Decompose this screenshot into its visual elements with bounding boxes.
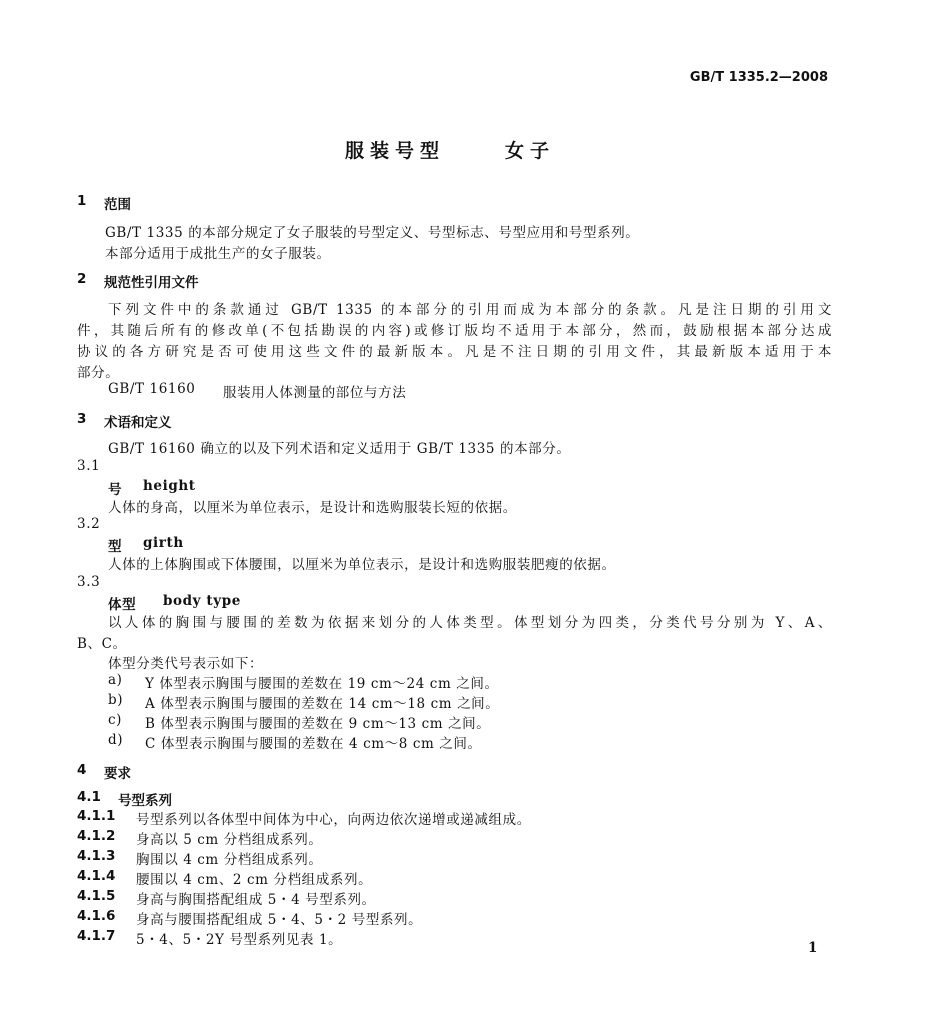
body-type-list-intro: 体型分类代号表示如下： [108,656,264,672]
clause-text: 身高与腰围搭配组成 5・4、5・2 号型系列。 [136,912,423,928]
clause-text: 胸围以 4 cm 分档组成系列。 [136,852,323,868]
term-3-1-number: 3.1 [77,458,101,474]
list-item-text: B 体型表示胸围与腰围的差数在 9 cm～13 cm 之间。 [145,716,491,732]
section-2-line-2: 件，其随后所有的修改单(不包括勘误的内容)或修订版均不适用于本部分，然而，鼓励根据本部分达成 [77,323,832,339]
section-2-line-1: 下列文件中的条款通过 GB/T 1335 的本部分的引用而成为本部分的条款。凡是注日期的引用文 [108,302,832,318]
section-2-line-3: 协议的各方研究是否可使用这些文件的最新版本。凡是不注日期的引用文件，其最新版本适用于本 [77,344,832,360]
section-1-para-2: 本部分适用于成批生产的女子服装。 [105,246,331,262]
clause-text: 身高以 5 cm 分档组成系列。 [136,832,323,848]
list-item-text: C 体型表示胸围与腰围的差数在 4 cm～8 cm 之间。 [145,736,482,752]
section-4-number: 4 [77,762,87,778]
section-1-heading: 范围 [104,197,131,213]
list-item-label: d) [108,732,124,748]
section-3-number: 3 [77,411,87,427]
page-subtitle: 女子 [505,140,556,162]
clause-number: 4.1.4 [77,868,116,884]
clause-number: 4.1.1 [77,808,116,824]
page-number: 1 [808,940,818,956]
clause-text: 号型系列以各体型中间体为中心，向两边依次递增或递减组成。 [136,812,531,828]
page-title: 服装号型 [345,140,446,162]
term-3-3-definition-line-1: 以人体的胸围与腰围的差数为依据来划分的人体类型。体型划分为四类，分类代号分别为 Y、A、 [108,615,832,631]
term-3-3-cn: 体型 [108,597,137,613]
clause-number: 4.1.3 [77,848,116,864]
list-item-label: c) [108,712,123,728]
clause-text: 5・4、5・2Y 号型系列见表 1。 [136,932,343,948]
section-1-number: 1 [77,193,87,209]
term-3-1-en: height [143,478,196,494]
term-3-3-number: 3.3 [77,574,101,590]
list-item-label: b) [108,692,124,708]
clause-number: 4.1.6 [77,908,116,924]
clause-number: 4.1.2 [77,828,116,844]
term-3-1-cn: 号 [108,482,123,498]
term-3-2-en: girth [143,535,184,551]
reference-code: GB/T 16160 [108,381,196,397]
standard-number: GB/T 1335.2—2008 [689,70,828,85]
section-4-heading: 要求 [104,766,131,782]
term-3-2-cn: 型 [108,539,123,555]
term-3-3-en: body type [163,593,241,609]
section-2-number: 2 [77,271,87,287]
clause-number: 4.1.5 [77,888,116,904]
list-item-text: Y 体型表示胸围与腰围的差数在 19 cm～24 cm 之间。 [145,676,499,692]
subsection-4-1-heading: 号型系列 [118,793,172,809]
term-3-3-definition-line-2: B、C。 [77,636,127,652]
reference-title: 服装用人体测量的部位与方法 [223,385,407,401]
clause-text: 腰围以 4 cm、2 cm 分档组成系列。 [136,872,373,888]
clause-text: 身高与胸围搭配组成 5・4 号型系列。 [136,892,376,908]
term-3-2-definition: 人体的上体胸围或下体腰围，以厘米为单位表示，是设计和选购服装肥瘦的依据。 [108,557,616,573]
section-1-para-1: GB/T 1335 的本部分规定了女子服装的号型定义、号型标志、号型应用和号型系列。 [105,225,640,241]
term-3-1-definition: 人体的身高，以厘米为单位表示，是设计和选购服装长短的依据。 [108,500,517,516]
section-3-intro: GB/T 16160 确立的以及下列术语和定义适用于 GB/T 1335 的本部分。 [108,441,571,457]
section-3-heading: 术语和定义 [104,415,172,431]
list-item-text: A 体型表示胸围与腰围的差数在 14 cm～18 cm 之间。 [145,696,500,712]
subsection-4-1-number: 4.1 [77,789,101,805]
term-3-2-number: 3.2 [77,516,101,532]
section-2-heading: 规范性引用文件 [104,275,199,291]
section-2-line-4: 部分。 [77,365,120,381]
list-item-label: a) [108,672,123,688]
clause-number: 4.1.7 [77,928,116,944]
